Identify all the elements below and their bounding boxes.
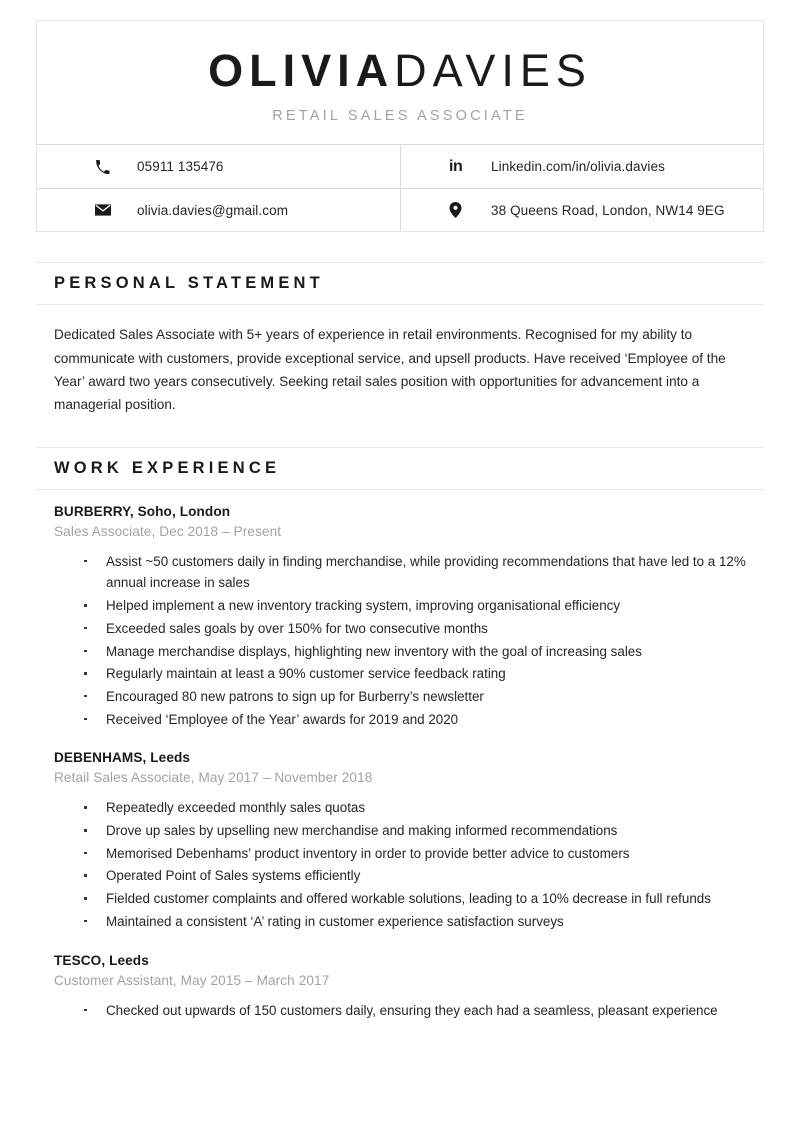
job-company: DEBENHAMS, Leeds — [54, 750, 191, 766]
bullet-item: Memorised Debenhams’ product inventory in order to provide better advice to customers — [54, 843, 750, 865]
job-role: Customer Assistant, May 2015 – March 2017 — [54, 972, 330, 988]
bullet-item: Helped implement a new inventory tracking system, improving organisational efficiency — [54, 595, 750, 617]
job-company: TESCO, Leeds — [54, 952, 149, 968]
name-block — [37, 21, 763, 144]
job-bullets — [54, 1000, 750, 1022]
address-value: 38 Queens Road, London, NW14 9EG — [491, 202, 725, 218]
contact-grid — [37, 144, 763, 231]
personal-statement-body — [36, 305, 764, 417]
last-name: DAVIES — [394, 45, 592, 96]
personal-statement-text: Dedicated Sales Associate with 5+ years of experience in retail environments. Recognised for my ability to communicate with customers, provide exceptional service, and upsell products. Have received ‘Employee of the Year’ award two years consecutively. Seeking retail sales position with opportunities for advancement into a managerial position. — [54, 327, 726, 413]
linkedin-value: Linkedin.com/in/olivia.davies — [491, 159, 665, 175]
contact-linkedin[interactable] — [400, 145, 763, 188]
job-bullets — [54, 797, 750, 932]
phone-value: 05911 135476 — [137, 159, 224, 175]
job-list — [36, 490, 764, 1022]
section-title: WORK EXPERIENCE — [54, 458, 281, 477]
resume-header — [36, 20, 764, 232]
contact-address[interactable] — [400, 188, 763, 231]
bullet-item: Assist ~50 customers daily in finding merchandise, while providing recommendations that have led to a 12% annual increase in sales — [54, 551, 750, 594]
location-pin-icon — [449, 202, 471, 218]
job-role: Sales Associate, Dec 2018 – Present — [54, 523, 282, 539]
email-icon — [95, 204, 117, 216]
linkedin-icon — [449, 159, 471, 175]
bullet-item: Received ‘Employee of the Year’ awards for 2019 and 2020 — [54, 709, 750, 731]
bullet-item: Maintained a consistent ‘A’ rating in customer experience satisfaction surveys — [54, 911, 750, 933]
section-header-work-experience — [36, 447, 764, 490]
section-work-experience — [36, 447, 764, 1022]
email-value: olivia.davies@gmail.com — [137, 202, 289, 218]
bullet-item: Manage merchandise displays, highlighting new inventory with the goal of increasing sales — [54, 641, 750, 663]
job-entry — [54, 504, 750, 731]
job-company: BURBERRY, Soho, London — [54, 503, 231, 519]
section-personal-statement — [36, 262, 764, 417]
bullet-item: Exceeded sales goals by over 150% for two consecutive months — [54, 618, 750, 640]
bullet-item: Encouraged 80 new patrons to sign up for Burberry’s newsletter — [54, 686, 750, 708]
job-bullets — [54, 551, 750, 731]
linkedin-mark: in — [449, 157, 463, 175]
full-name — [37, 47, 763, 94]
contact-phone[interactable] — [37, 145, 400, 188]
bullet-item: Repeatedly exceeded monthly sales quotas — [54, 797, 750, 819]
resume-sheet — [36, 20, 764, 1022]
bullet-item: Regularly maintain at least a 90% customer service feedback rating — [54, 663, 750, 685]
section-header-personal-statement — [36, 262, 764, 305]
bullet-item: Checked out upwards of 150 customers daily, ensuring they each had a seamless, pleasant experience — [54, 1000, 750, 1022]
contact-email[interactable] — [37, 188, 400, 231]
phone-icon — [95, 159, 117, 174]
job-entry — [54, 750, 750, 932]
professional-title: RETAIL SALES ASSOCIATE — [272, 108, 528, 125]
bullet-item: Operated Point of Sales systems efficiently — [54, 865, 750, 887]
first-name: OLIVIA — [208, 45, 395, 96]
bullet-item: Drove up sales by upselling new merchandise and making informed recommendations — [54, 820, 750, 842]
bullet-item: Fielded customer complaints and offered workable solutions, leading to a 10% decrease in full refunds — [54, 888, 750, 910]
job-role: Retail Sales Associate, May 2017 – November 2018 — [54, 770, 373, 786]
job-entry — [54, 953, 750, 1022]
section-title: PERSONAL STATEMENT — [54, 274, 324, 293]
